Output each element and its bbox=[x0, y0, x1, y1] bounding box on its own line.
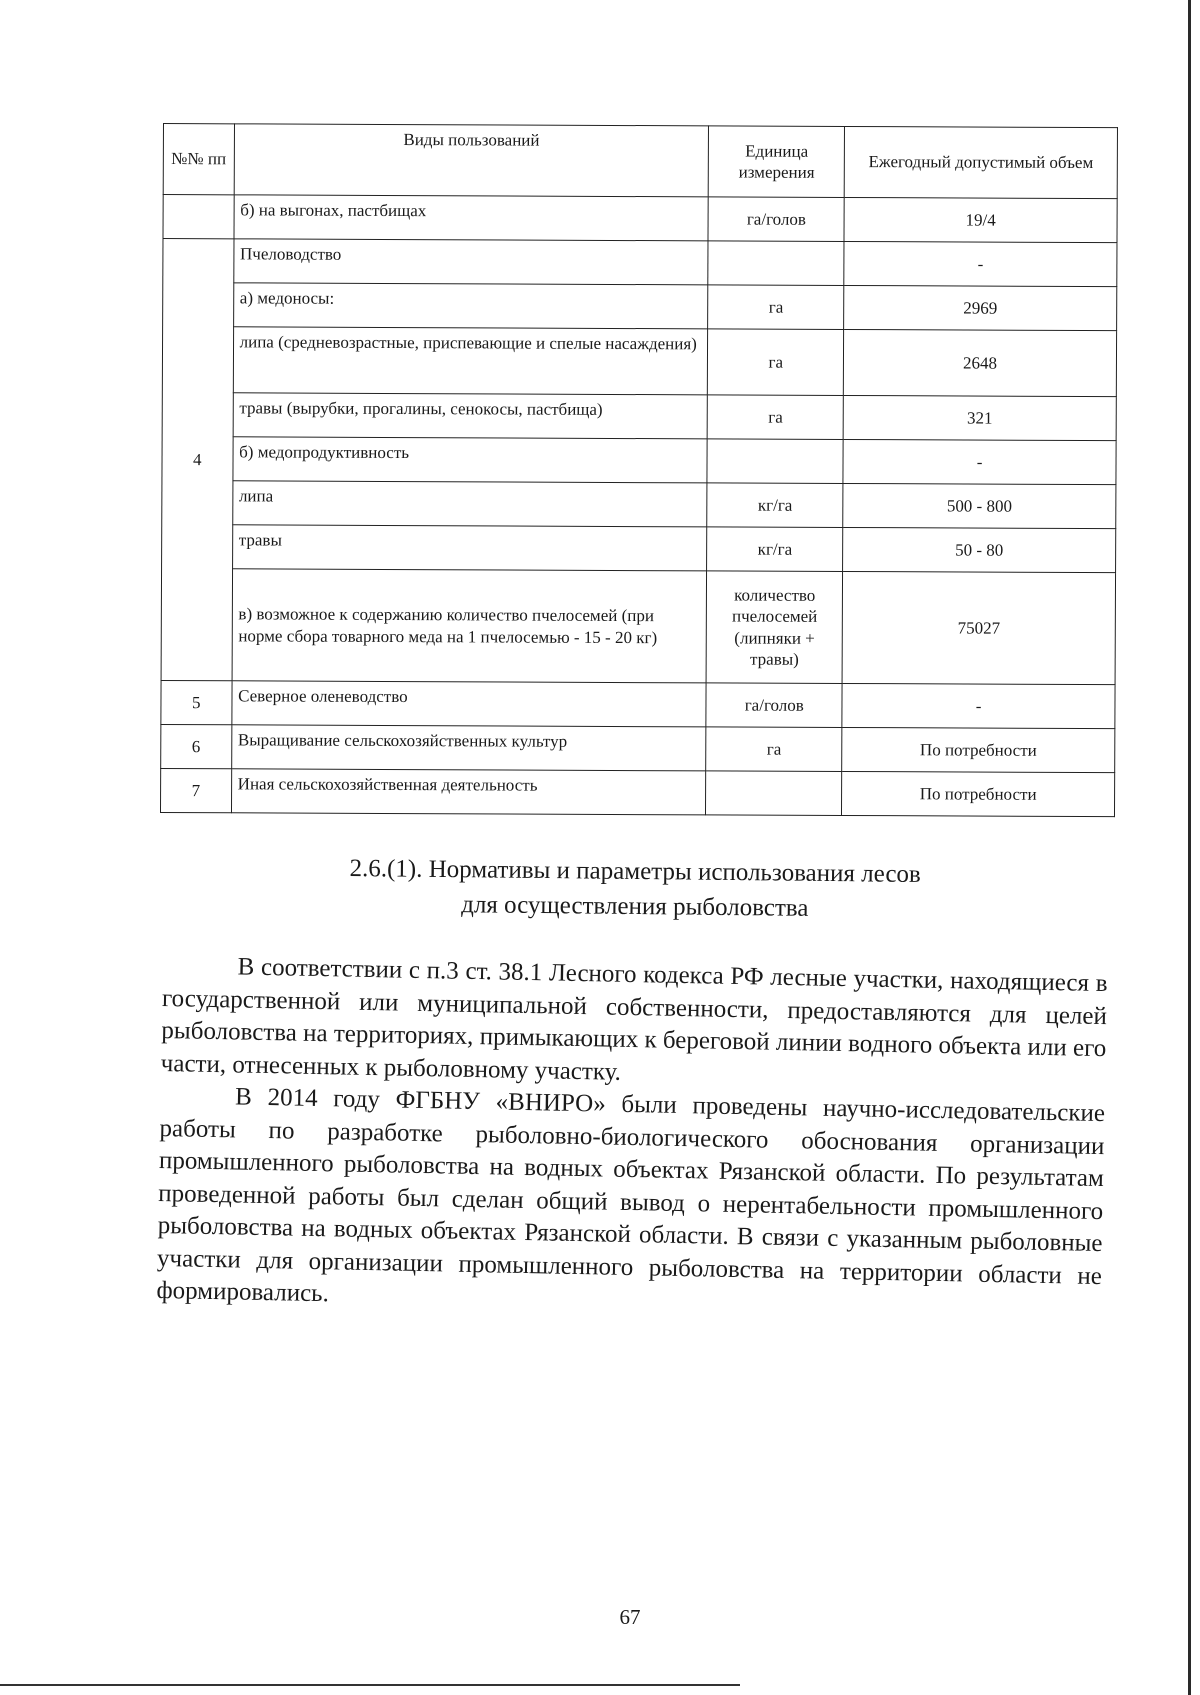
table-row bbox=[162, 436, 1116, 484]
body-text bbox=[156, 950, 1108, 1326]
cell-unit: кг/га bbox=[707, 527, 843, 572]
cell-unit: количество пчелосемей (липняки + травы) bbox=[707, 571, 843, 684]
cell-volume: - bbox=[844, 241, 1117, 286]
cell-volume: 321 bbox=[843, 395, 1116, 440]
section-heading-line1: 2.6.(1). Нормативы и параметры использования лесов bbox=[349, 855, 921, 888]
cell-type: Выращивание сельскохозяйственных культур bbox=[231, 725, 706, 771]
cell-volume: 75027 bbox=[842, 571, 1115, 684]
table-row bbox=[160, 768, 1114, 816]
cell-unit: га bbox=[708, 395, 844, 440]
cell-volume: 50 - 80 bbox=[843, 527, 1116, 572]
cell-type: б) на выгонах, пастбищах bbox=[234, 195, 709, 241]
cell-type: травы (вырубки, прогалины, сенокосы, пастбища) bbox=[233, 393, 708, 439]
cell-unit: га bbox=[708, 329, 844, 396]
cell-type: в) возможное к содержанию количество пчелосемей (при норме сбора товарного меда на 1 пчелосемью - 15 - 20 кг) bbox=[232, 569, 707, 683]
table-header-row bbox=[163, 124, 1117, 199]
cell-num: 5 bbox=[161, 680, 232, 724]
cell-unit: га bbox=[706, 727, 842, 772]
section-heading bbox=[200, 850, 1071, 928]
cell-num: 7 bbox=[160, 768, 231, 812]
header-type: Виды пользований bbox=[234, 124, 709, 197]
cell-type: травы bbox=[232, 525, 707, 571]
cell-num: 4 bbox=[161, 239, 234, 681]
cell-type: а) медоносы: bbox=[233, 283, 708, 329]
cell-unit: га/голов bbox=[708, 197, 844, 242]
cell-type: б) медопродуктивность bbox=[233, 437, 708, 483]
cell-unit: га bbox=[708, 285, 844, 330]
header-num: №№ пп bbox=[163, 124, 234, 195]
table-row bbox=[162, 480, 1116, 528]
cell-volume: 500 - 800 bbox=[843, 483, 1116, 528]
cell-unit bbox=[708, 241, 844, 286]
page-number: 67 bbox=[619, 1605, 641, 1629]
paragraph: В 2014 году ФГБНУ «ВНИРО» были проведены научно-исследовательские работы по разработке рыболовно-биологического обоснования организации промышленного рыболовства на водных объектах Рязанской области. По результатам проведенной работы был сделан общий вывод о нерентабельности промышленного рыболовства на водных объектах Рязанской области. В связи с указанным рыболовные участки для организации промышленного рыболовства на территории области не формировались. bbox=[156, 1083, 1106, 1308]
cell-num bbox=[163, 195, 234, 239]
table-row bbox=[163, 239, 1117, 287]
cell-type: Иная сельскохозяйственная деятельность bbox=[231, 769, 706, 815]
land-use-table bbox=[160, 123, 1118, 817]
table-row bbox=[163, 283, 1117, 331]
cell-unit bbox=[706, 771, 842, 816]
cell-type: Пчеловодство bbox=[233, 239, 708, 285]
cell-unit: кг/га bbox=[707, 483, 843, 528]
scan-edge-line bbox=[0, 1684, 740, 1686]
cell-volume: - bbox=[843, 439, 1116, 484]
table-row bbox=[161, 680, 1115, 728]
table-row bbox=[162, 392, 1116, 440]
cell-type: липа bbox=[232, 481, 707, 527]
cell-unit bbox=[707, 439, 843, 484]
section-heading-line2: для осуществления рыболовства bbox=[461, 890, 809, 922]
scan-edge-line bbox=[1188, 0, 1191, 1695]
header-volume: Ежегодный допустимый объем bbox=[844, 126, 1117, 198]
cell-type: Северное оленеводство bbox=[231, 681, 706, 727]
cell-unit: га/голов bbox=[706, 683, 842, 728]
cell-num: 6 bbox=[161, 724, 232, 768]
cell-volume: 2648 bbox=[843, 329, 1116, 396]
cell-volume: По потребности bbox=[842, 727, 1115, 772]
cell-volume: 19/4 bbox=[844, 197, 1117, 242]
header-unit: Единица измерения bbox=[709, 126, 845, 198]
cell-type: липа (средневозрастные, приспевающие и спелые насаждения) bbox=[233, 327, 708, 395]
table-row bbox=[162, 327, 1116, 397]
cell-volume: 2969 bbox=[844, 285, 1117, 330]
table-row bbox=[163, 195, 1117, 243]
cell-volume: - bbox=[842, 683, 1115, 728]
table-row bbox=[161, 724, 1115, 772]
cell-volume: По потребности bbox=[842, 771, 1115, 816]
table-row bbox=[162, 524, 1116, 572]
table-row bbox=[161, 568, 1115, 684]
paragraph: В соответствии с п.3 ст. 38.1 Лесного кодекса РФ лесные участки, находящиеся в государственной или муниципальной собственности, предоставляются для целей рыболовства на территориях, примыкающих к береговой линии водного объекта или его части, отнесенных к рыболовному участку. bbox=[160, 953, 1108, 1086]
